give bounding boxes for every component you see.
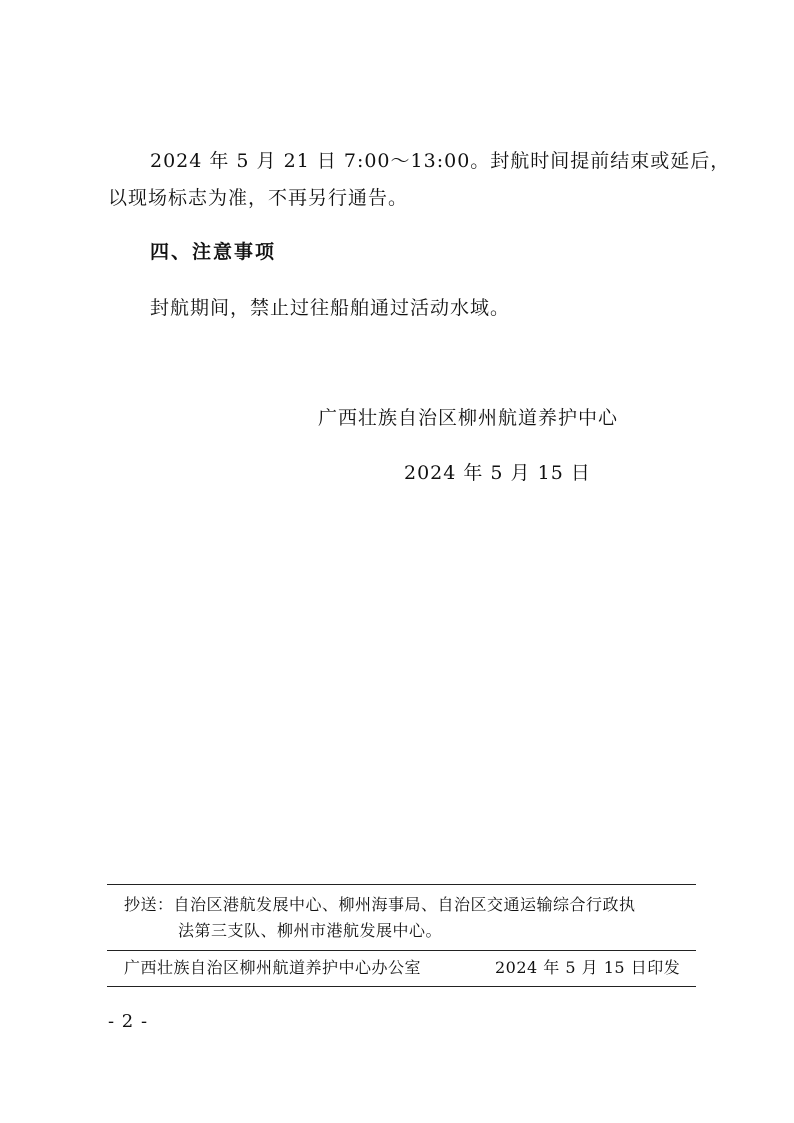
paragraph-line-1: 2024 年 5 月 21 日 7:00～13:00。封航时间提前结束或延后， — [150, 150, 731, 172]
paragraph-notice: 封航期间，禁止过往船舶通过活动水域。 — [150, 297, 511, 319]
issuing-office: 广西壮族自治区柳州航道养护中心办公室 — [124, 958, 422, 977]
cc-list-line-2: 法第三支队、柳州市港航发展中心。 — [178, 921, 443, 940]
cc-list-line-1: 抄送：自治区港航发展中心、柳州海事局、自治区交通运输综合行政执 — [124, 895, 636, 914]
paragraph-line-2: 以现场标志为准，不再另行通告。 — [108, 187, 409, 209]
footer-middle-rule — [107, 950, 696, 951]
footer-bottom-rule — [107, 986, 696, 987]
issue-date: 2024 年 5 月 15 日印发 — [495, 958, 681, 977]
signature-date: 2024 年 5 月 15 日 — [404, 462, 591, 484]
section-heading: 四、注意事项 — [150, 241, 277, 263]
page-number: - 2 - — [108, 1011, 149, 1032]
signature-organization: 广西壮族自治区柳州航道养护中心 — [318, 407, 619, 429]
footer-top-rule — [107, 884, 696, 885]
